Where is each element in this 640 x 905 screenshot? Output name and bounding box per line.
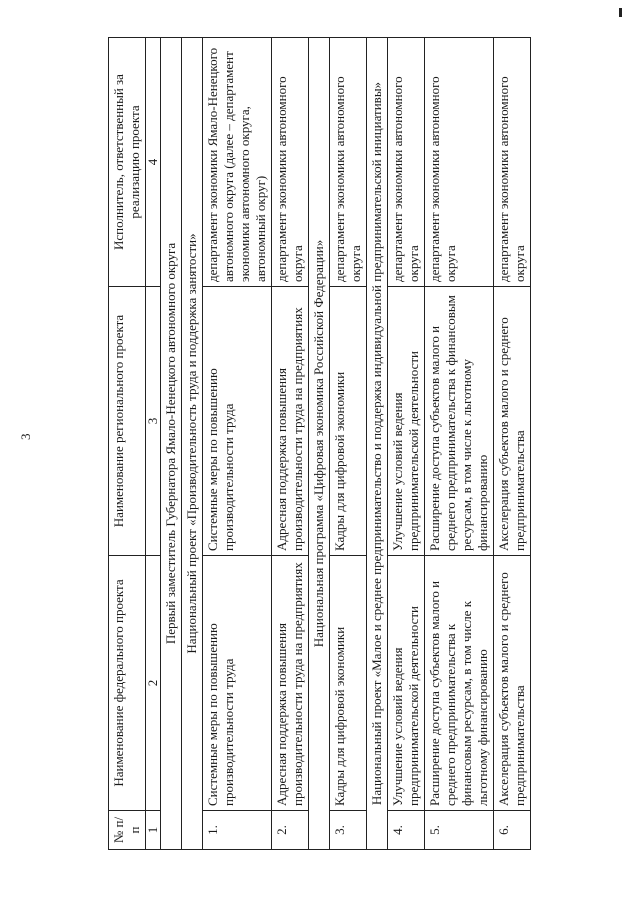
executor-cell: департамент экономики автономного округа — [425, 38, 494, 287]
table-row — [494, 38, 531, 850]
federal-project-cell: Кадры для цифровой экономики — [330, 556, 367, 811]
column-index: 3 — [146, 287, 161, 556]
table-row — [272, 38, 309, 850]
national-project-row — [309, 38, 330, 850]
executor-cell: департамент экономики Ямало-Ненецкого автономного округа (далее – департамент экономики автономного округа, автономный округ) — [203, 38, 272, 287]
federal-project-cell: Акселерация субъектов малого и среднего предпринимательства — [494, 556, 531, 811]
header-num: № п/п — [109, 811, 146, 850]
national-project-row — [182, 38, 203, 850]
regional-project-cell: Системные меры по повышению производительности труда — [203, 287, 272, 556]
table-row — [203, 38, 272, 850]
header-executor: Исполнитель, ответственный за реализацию проекта — [109, 38, 146, 287]
column-index: 2 — [146, 556, 161, 811]
executor-cell: департамент экономики автономного округа — [388, 38, 425, 287]
section-row — [161, 38, 182, 850]
projects-table — [108, 37, 531, 850]
section-responsible: Первый заместитель Губернатора Ямало-Ненецкого автономного округа — [161, 38, 182, 850]
row-number: 3. — [330, 811, 367, 850]
column-index: 4 — [146, 38, 161, 287]
regional-project-cell: Расширение доступа субъектов малого и среднего предпринимательства к финансовым ресурсам, в том числе к льготному финансированию — [425, 287, 494, 556]
column-index-row — [146, 38, 161, 850]
regional-project-cell: Акселерация субъектов малого и среднего предпринимательства — [494, 287, 531, 556]
table-row — [425, 38, 494, 850]
rotated-table-container — [108, 47, 543, 850]
header-regional-project: Наименование регионального проекта — [109, 287, 146, 556]
row-number: 5. — [425, 811, 494, 850]
row-number: 1. — [203, 811, 272, 850]
federal-project-cell: Расширение доступа субъектов малого и среднего предпринимательства к финансовым ресурсам, в том числе к льготному финансированию — [425, 556, 494, 811]
national-project-title: Национальная программа «Цифровая экономика Российской Федерации» — [309, 38, 330, 850]
column-index: 1 — [146, 811, 161, 850]
national-project-title: Национальный проект «Производительность труда и поддержка занятости» — [182, 38, 203, 850]
federal-project-cell: Адресная поддержка повышения производительности труда на предприятиях — [272, 556, 309, 811]
scan-mark — [619, 8, 622, 17]
table-row — [388, 38, 425, 850]
row-number: 2. — [272, 811, 309, 850]
table-header-row — [109, 38, 146, 850]
page-number: 3 — [18, 433, 33, 440]
row-number: 4. — [388, 811, 425, 850]
executor-cell: департамент экономики автономного округа — [330, 38, 367, 287]
federal-project-cell: Улучшение условий ведения предпринимательской деятельности — [388, 556, 425, 811]
regional-project-cell: Кадры для цифровой экономики — [330, 287, 367, 556]
row-number: 6. — [494, 811, 531, 850]
executor-cell: департамент экономики автономного округа — [272, 38, 309, 287]
national-project-row — [367, 38, 388, 850]
header-federal-project: Наименование федерального проекта — [109, 556, 146, 811]
national-project-title: Национальный проект «Малое и среднее предпринимательство и поддержка индивидуальной предпринимательской инициативы» — [367, 38, 388, 850]
executor-cell: департамент экономики автономного округа — [494, 38, 531, 287]
regional-project-cell: Улучшение условий ведения предпринимательской деятельности — [388, 287, 425, 556]
federal-project-cell: Системные меры по повышению производительности труда — [203, 556, 272, 811]
table-row — [330, 38, 367, 850]
regional-project-cell: Адресная поддержка повышения производительности труда на предприятиях — [272, 287, 309, 556]
